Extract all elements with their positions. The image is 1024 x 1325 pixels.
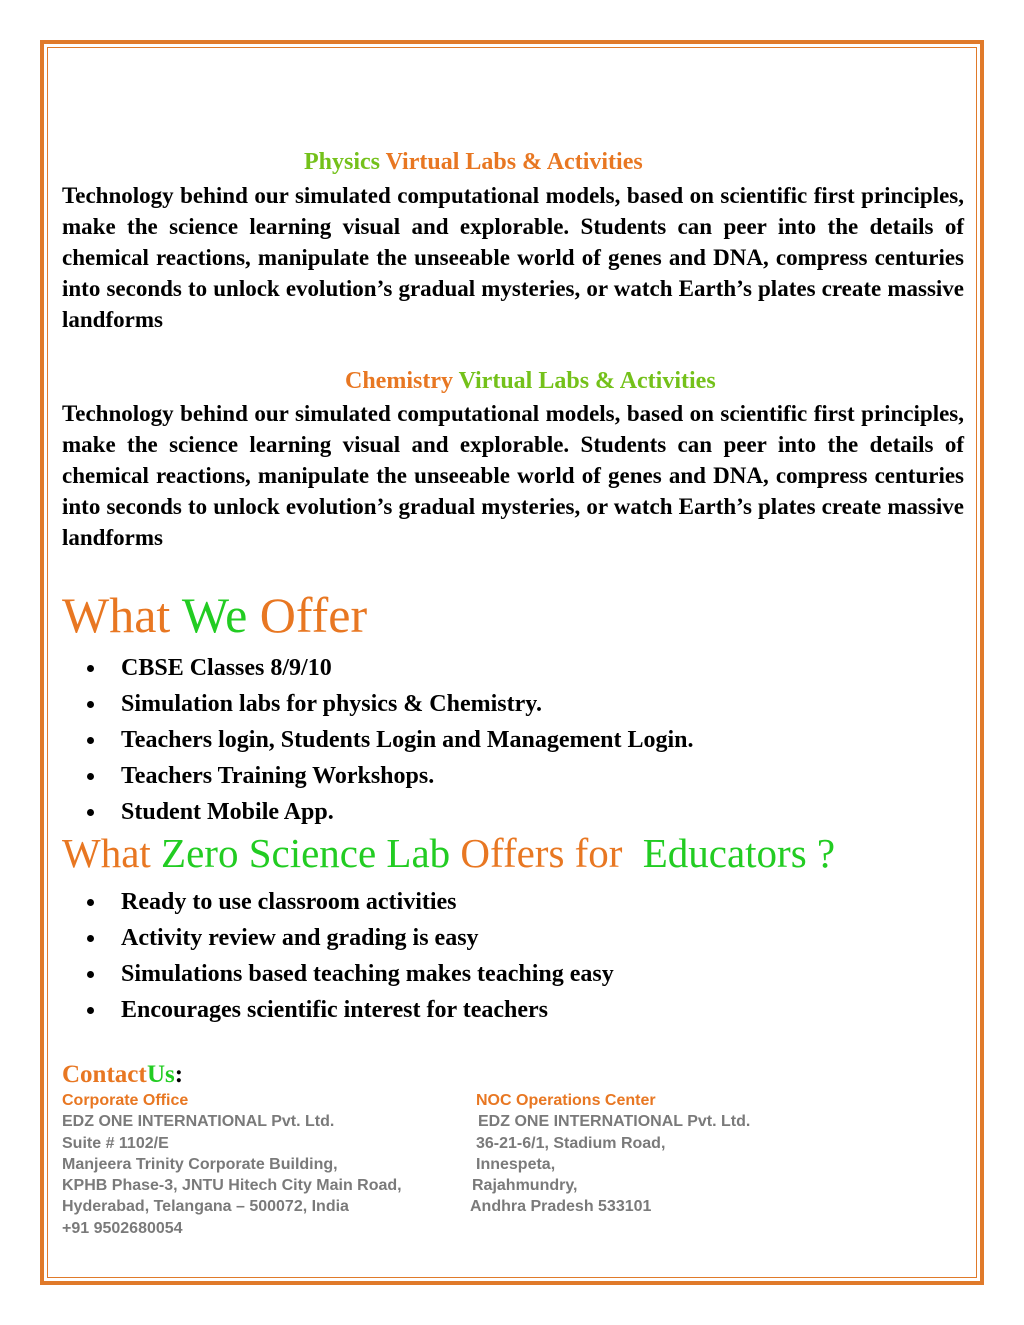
educators-heading-educators: Educators ? bbox=[642, 830, 836, 876]
bullet-icon bbox=[87, 1007, 94, 1014]
bullet-icon bbox=[87, 701, 94, 708]
bullet-icon bbox=[87, 665, 94, 672]
contact-heading-contact: Contact bbox=[62, 1061, 147, 1088]
list-item bbox=[62, 686, 694, 722]
corporate-office-label: Corporate Office bbox=[62, 1092, 189, 1109]
list-item-text: Ready to use classroom activities bbox=[121, 889, 457, 915]
list-item bbox=[62, 884, 614, 920]
bullet-icon bbox=[87, 971, 94, 978]
bullet-icon bbox=[87, 809, 94, 816]
contact-heading-us: Us bbox=[146, 1061, 175, 1088]
address-line: Andhra Pradesh 533101 bbox=[470, 1198, 652, 1216]
bullet-icon bbox=[87, 935, 94, 942]
list-item-text: Teachers Training Workshops. bbox=[121, 763, 435, 789]
bullet-icon bbox=[87, 737, 94, 744]
physics-heading-rest: Virtual Labs & Activities bbox=[385, 149, 643, 175]
list-item bbox=[62, 722, 694, 758]
address-line: KPHB Phase-3, JNTU Hitech City Main Road, bbox=[62, 1177, 402, 1195]
educators-heading-what: What bbox=[62, 830, 151, 876]
list-item bbox=[62, 758, 694, 794]
address-line: 36-21-6/1, Stadium Road, bbox=[476, 1134, 666, 1152]
offer-list bbox=[62, 650, 694, 830]
list-item-text: Teachers login, Students Login and Management Login. bbox=[121, 727, 694, 753]
list-item bbox=[62, 992, 614, 1028]
list-item bbox=[62, 920, 614, 956]
list-item bbox=[62, 650, 694, 686]
address-line: Manjeera Trinity Corporate Building, bbox=[62, 1155, 338, 1173]
list-item bbox=[62, 794, 694, 830]
list-item-text: Encourages scientific interest for teachers bbox=[121, 997, 548, 1023]
educators-heading bbox=[62, 828, 835, 878]
contact-heading bbox=[62, 1060, 183, 1090]
physics-heading-subject: Physics bbox=[304, 149, 381, 175]
offer-heading-offer: Offer bbox=[259, 587, 368, 643]
list-item-text: Simulations based teaching makes teaching easy bbox=[121, 961, 614, 987]
physics-paragraph: Technology behind our simulated computational models, based on scientific first principles, make the science learning visual and explorable. Students can peer into the details of chemical reactions, manipulate the unseeable world of genes and DNA, compress centuries into seconds to unlock evolution’s gradual mysteries, or watch Earth’s plates create massive landforms bbox=[62, 183, 964, 332]
phone-number: +91 9502680054 bbox=[62, 1219, 183, 1237]
list-item bbox=[62, 956, 614, 992]
educators-heading-offers-for: Offers for bbox=[460, 830, 623, 876]
address-line: Suite # 1102/E bbox=[62, 1134, 169, 1152]
bullet-icon bbox=[87, 899, 94, 906]
address-line: EDZ ONE INTERNATIONAL Pvt. Ltd. bbox=[478, 1113, 751, 1131]
chemistry-heading bbox=[345, 367, 716, 395]
chemistry-heading-rest: Virtual Labs & Activities bbox=[458, 368, 716, 394]
address-line: Rajahmundry, bbox=[472, 1177, 578, 1195]
chemistry-paragraph: Technology behind our simulated computational models, based on scientific first principles, make the science learning visual and explorable. Students can peer into the details of chemical reactions, manipulate the unseeable world of genes and DNA, compress centuries into seconds to unlock evolution’s gradual mysteries, or watch Earth’s plates create massive landforms bbox=[62, 401, 964, 550]
noc-operations-address bbox=[470, 1090, 751, 1218]
bullet-icon bbox=[87, 773, 94, 780]
educators-heading-brand: Zero Science Lab bbox=[161, 830, 451, 876]
list-item-text: Activity review and grading is easy bbox=[121, 925, 479, 951]
offer-heading-what: What bbox=[62, 587, 171, 643]
corporate-office-address bbox=[62, 1090, 402, 1239]
list-item-text: Simulation labs for physics & Chemistry. bbox=[121, 691, 542, 717]
noc-operations-label: NOC Operations Center bbox=[476, 1092, 656, 1109]
address-line: Hyderabad, Telangana – 500072, India bbox=[62, 1198, 349, 1216]
list-item-text: Student Mobile App. bbox=[121, 799, 334, 825]
educators-list bbox=[62, 884, 614, 1028]
what-we-offer-heading bbox=[62, 587, 367, 643]
chemistry-heading-subject: Chemistry bbox=[345, 368, 453, 394]
address-line: Innespeta, bbox=[476, 1155, 556, 1173]
list-item-text: CBSE Classes 8/9/10 bbox=[121, 655, 332, 681]
offer-heading-we: We bbox=[181, 587, 248, 643]
contact-heading-colon: : bbox=[174, 1061, 184, 1088]
physics-heading bbox=[304, 148, 643, 176]
address-line: EDZ ONE INTERNATIONAL Pvt. Ltd. bbox=[62, 1113, 335, 1131]
